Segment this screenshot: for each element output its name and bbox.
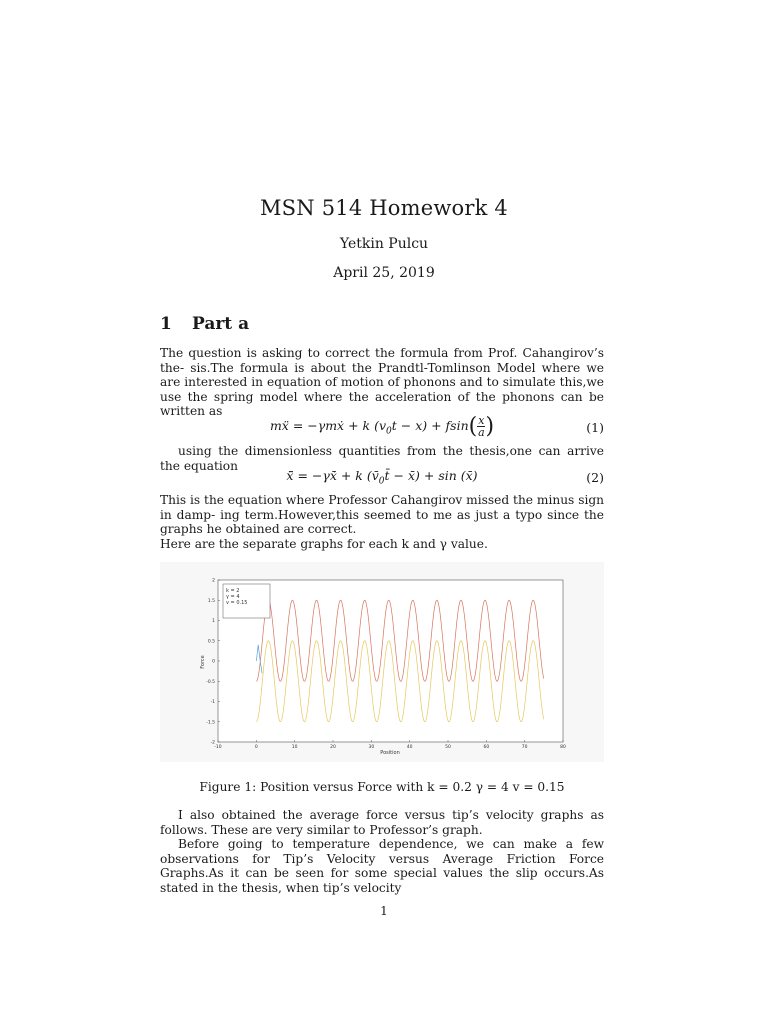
- x-tick-label: 60: [483, 745, 490, 750]
- x-tick-label: 50: [445, 745, 451, 750]
- paragraph-temperature: Before going to temperature dependence, we can make a few observations for Tip’s Velocity versus Average Friction Force Graphs.As it can be seen for some special values the slip occurs.As stated in the thesis, when tip’s velocity: [160, 837, 604, 895]
- y-tick-label: -0.5: [206, 679, 215, 685]
- legend-entry: v = 0.15: [226, 600, 248, 606]
- legend-entry: k = 2: [226, 588, 240, 594]
- section-title: Part a: [192, 314, 250, 334]
- figure-caption: Figure 1: Position versus Force with k = 0.2 γ = 4 v = 0.15: [199, 780, 565, 794]
- equation-1: [160, 412, 604, 442]
- equation-1-number: (1): [586, 420, 604, 435]
- paragraph-intro: The question is asking to correct the formula from Prof. Cahangirov’s the- sis.The formula is about the Prandtl-Tomlinson Model where we are interested in equation of motion of phonons and to simulate this,we use the spring model where the acceleration of the phonons can be written as: [160, 346, 604, 419]
- x-tick-label: 0: [254, 745, 258, 750]
- x-tick-label: 30: [368, 745, 375, 750]
- y-tick-label: 1.5: [207, 598, 215, 604]
- equation-2-number: (2): [586, 470, 604, 485]
- equation-2: [160, 468, 604, 488]
- x-tick-label: 20: [330, 745, 336, 750]
- page-number: 1: [380, 904, 388, 918]
- y-tick-label: -1: [210, 700, 215, 705]
- x-tick-label: 40: [406, 745, 413, 750]
- figure-position-force: [160, 562, 604, 762]
- x-tick-label: 80: [560, 745, 566, 750]
- y-tick-label: 0.5: [207, 639, 215, 645]
- equation-2-body: ẍ̄ = −γẋ̄ + k ($v̄_0t̄$ − x̄) + sin (x̄): [286, 468, 478, 487]
- author-name: Yetkin Pulcu: [339, 236, 429, 252]
- paragraph-dimensionless: using the dimensionless quantities from the thesis,one can arrive the equation: [160, 444, 604, 473]
- y-tick-label: 1: [212, 619, 215, 624]
- x-tick-label: 70: [521, 745, 528, 750]
- section-number: 1: [160, 314, 172, 334]
- y-tick-label: -1.5: [206, 720, 215, 726]
- section-heading: [160, 314, 249, 334]
- y-tick-label: -2: [210, 740, 215, 746]
- y-axis-label: Force: [200, 655, 206, 669]
- paragraph-graphs-intro: Here are the separate graphs for each k and γ value.: [160, 537, 488, 551]
- paper-title: MSN 514 Homework 4: [259, 196, 508, 220]
- equation-1-body: mẍ = −γmẋ + k $(v_0t - x) + fsin$( $\frac{x}{a}$ ): [269, 414, 495, 439]
- x-axis-label: Position: [380, 750, 400, 756]
- paper-date: April 25, 2019: [333, 265, 435, 281]
- legend-entry: γ = 4: [226, 594, 240, 600]
- y-tick-label: 0: [212, 659, 215, 665]
- x-tick-label: -10: [214, 745, 222, 750]
- paragraph-average-force: I also obtained the average force versus tip’s velocity graphs as follows. These are very similar to Professor’s graph.: [160, 808, 604, 837]
- y-tick-label: 2: [212, 578, 215, 584]
- x-tick-label: 10: [291, 745, 298, 750]
- paragraph-typo: This is the equation where Professor Cahangirov missed the minus sign in damp- ing term.However,this seemed to me as just a typo since the graphs he obtained are correct.: [160, 493, 604, 537]
